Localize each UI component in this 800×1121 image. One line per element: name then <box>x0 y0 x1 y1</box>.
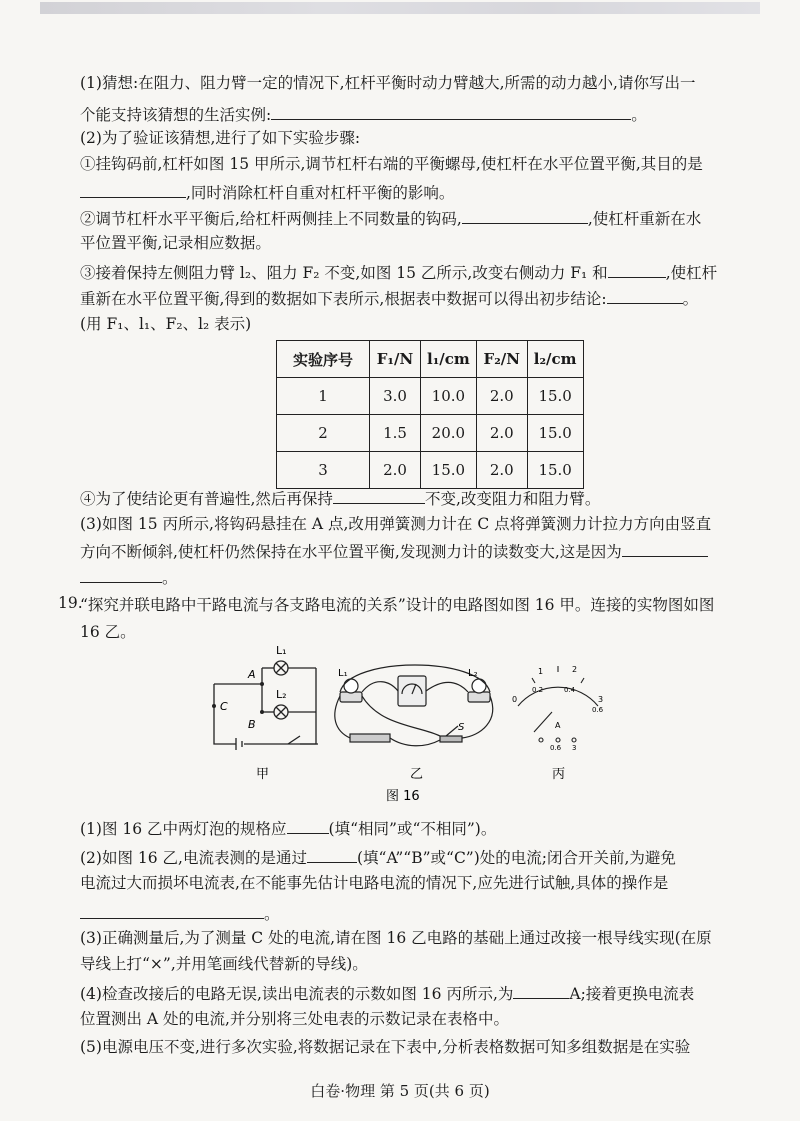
ammeter-scale <box>518 666 598 742</box>
junction-dot <box>260 682 264 686</box>
meter-tick: 0 <box>512 695 518 704</box>
q-line: 。 <box>80 902 760 925</box>
label-c: C <box>220 700 228 713</box>
sub-caption: 丙 <box>552 767 566 782</box>
figure-16 <box>200 636 620 806</box>
sub-caption: 乙 <box>410 767 424 782</box>
meter-tick: 2 <box>572 665 578 674</box>
q-line: 。 <box>80 566 760 589</box>
sub-caption: 甲 <box>256 767 270 782</box>
table-cell: 3 <box>277 452 370 489</box>
table-cell: 2.0 <box>476 378 527 415</box>
table-cell: 2.0 <box>476 415 527 452</box>
q-line: (4)检查改接后的电路无误,读出电流表的示数如图 16 丙所示,为 A;接着更换电流表 <box>80 982 760 1005</box>
q-line: ③接着保持左侧阻力臂 l₂、阻力 F₂ 不变,如图 15 乙所示,改变右侧动力 F₁ 和 ,使杠杆 <box>80 261 760 284</box>
q-line: 重新在水平位置平衡,得到的数据如下表所示,根据表中数据可以得出初步结论: 。 <box>80 287 760 310</box>
q-line: (3)正确测量后,为了测量 C 处的电流,请在图 16 乙电路的基础上通过改接一根导线实现(在原 <box>80 929 712 947</box>
label-s: S <box>458 722 465 733</box>
table-row <box>277 452 584 489</box>
q-line: ④为了使结论更有普遍性,然后再保持 不变,改变阻力和阻力臂。 <box>80 487 760 510</box>
q-line: (3)如图 15 丙所示,将钩码悬挂在 A 点,改用弹簧测力计在 C 点将弹簧测力计拉力方向由竖直 <box>80 515 712 533</box>
label-l2: L₂ <box>276 688 287 701</box>
question-number: 19. <box>58 594 83 612</box>
answer-blank[interactable] <box>287 817 329 834</box>
table-header: F₂/N <box>476 341 527 378</box>
circuit-diagram <box>214 661 318 750</box>
answer-blank[interactable] <box>80 902 264 919</box>
label-b: B <box>248 718 256 731</box>
meter-tick: 0.4 <box>564 686 576 694</box>
scan-top-band <box>40 2 760 14</box>
q-line: 16 乙。 <box>80 623 136 641</box>
answer-blank[interactable] <box>80 181 186 198</box>
data-table <box>276 340 584 489</box>
answer-blank[interactable] <box>608 261 666 278</box>
q-line: (用 F₁、l₁、F₂、l₂ 表示) <box>80 315 252 333</box>
label-l1-physical: L₁ <box>338 668 348 679</box>
q-line: (5)电源电压不变,进行多次实验,将数据记录在下表中,分析表格数据可知多组数据是在实验 <box>80 1038 691 1056</box>
table-header: l₂/cm <box>527 341 583 378</box>
table-cell: 15.0 <box>527 378 583 415</box>
table-row <box>277 415 584 452</box>
table-row <box>277 378 584 415</box>
table-cell: 15.0 <box>527 452 583 489</box>
q-line: “探究并联电路中干路电流与各支路电流的关系”设计的电路图如图 16 甲。连接的实物图如图 <box>80 596 715 614</box>
table-cell: 1.5 <box>370 415 421 452</box>
table-cell: 10.0 <box>421 378 477 415</box>
meter-tick: 1 <box>538 667 544 676</box>
q-line: 个能支持该猜想的生活实例: 。 <box>80 103 760 126</box>
figure-caption: 图 16 <box>386 789 420 804</box>
answer-blank[interactable] <box>462 207 588 224</box>
label-l2-physical: L₂ <box>468 668 478 679</box>
answer-blank[interactable] <box>333 487 425 504</box>
answer-blank[interactable] <box>80 566 162 583</box>
meter-terminal: A <box>555 721 561 730</box>
table-cell: 20.0 <box>421 415 477 452</box>
table-cell: 1 <box>277 378 370 415</box>
table-header-row <box>277 341 584 378</box>
q-line: 方向不断倾斜,使杠杆仍然保持在水平位置平衡,发现测力计的读数变大,这是因为 <box>80 540 760 563</box>
table-cell: 15.0 <box>421 452 477 489</box>
answer-blank[interactable] <box>271 103 631 120</box>
junction-dot <box>212 704 216 708</box>
q-line: ,同时消除杠杆自重对杠杆平衡的影响。 <box>80 181 760 204</box>
label-l1: L₁ <box>276 644 287 657</box>
table-cell: 15.0 <box>527 415 583 452</box>
table-cell: 2 <box>277 415 370 452</box>
q-line: 平位置平衡,记录相应数据。 <box>80 234 271 252</box>
table-header: F₁/N <box>370 341 421 378</box>
meter-tick: 0.6 <box>592 706 604 714</box>
answer-blank[interactable] <box>622 540 708 557</box>
meter-tick: 3 <box>598 695 604 704</box>
q-line: (1)猜想:在阻力、阻力臂一定的情况下,杠杆平衡时动力臂越大,所需的动力越小,请你写出一 <box>80 74 696 92</box>
table-cell: 2.0 <box>370 452 421 489</box>
meter-terminal: 3 <box>572 744 577 752</box>
meter-tick: 0.2 <box>532 686 544 694</box>
q-line: 导线上打“×”,并用笔画线代替新的导线)。 <box>80 955 368 973</box>
table-header: l₁/cm <box>421 341 477 378</box>
answer-blank[interactable] <box>307 846 357 863</box>
q-line: ②调节杠杆水平平衡后,给杠杆两侧挂上不同数量的钩码, ,使杠杆重新在水 <box>80 207 760 230</box>
table-header: 实验序号 <box>277 341 370 378</box>
q-line: 位置测出 A 处的电流,并分别将三处电表的示数记录在表格中。 <box>80 1010 509 1028</box>
answer-blank[interactable] <box>607 287 683 304</box>
table-cell: 3.0 <box>370 378 421 415</box>
q-line: (2)如图 16 乙,电流表测的是通过 (填“A”“B”或“C”)处的电流;闭合开关前,为避免 <box>80 846 760 869</box>
page-footer: 白卷·物理 第 5 页(共 6 页) <box>310 1082 490 1100</box>
meter-terminal: 0.6 <box>550 744 562 752</box>
q-line: ①挂钩码前,杠杆如图 15 甲所示,调节杠杆右端的平衡螺母,使杠杆在水平位置平衡,其目的是 <box>80 155 703 173</box>
q-line: 电流过大而损坏电流表,在不能事先估计电路电流的情况下,应先进行试触,具体的操作是 <box>80 874 669 892</box>
answer-blank[interactable] <box>513 982 569 999</box>
label-a: A <box>248 668 256 681</box>
junction-dot <box>260 710 264 714</box>
q-line: (2)为了验证该猜想,进行了如下实验步骤: <box>80 129 361 147</box>
q-line: (1)图 16 乙中两灯泡的规格应 (填“相同”或“不相同”)。 <box>80 817 760 840</box>
table-cell: 2.0 <box>476 452 527 489</box>
